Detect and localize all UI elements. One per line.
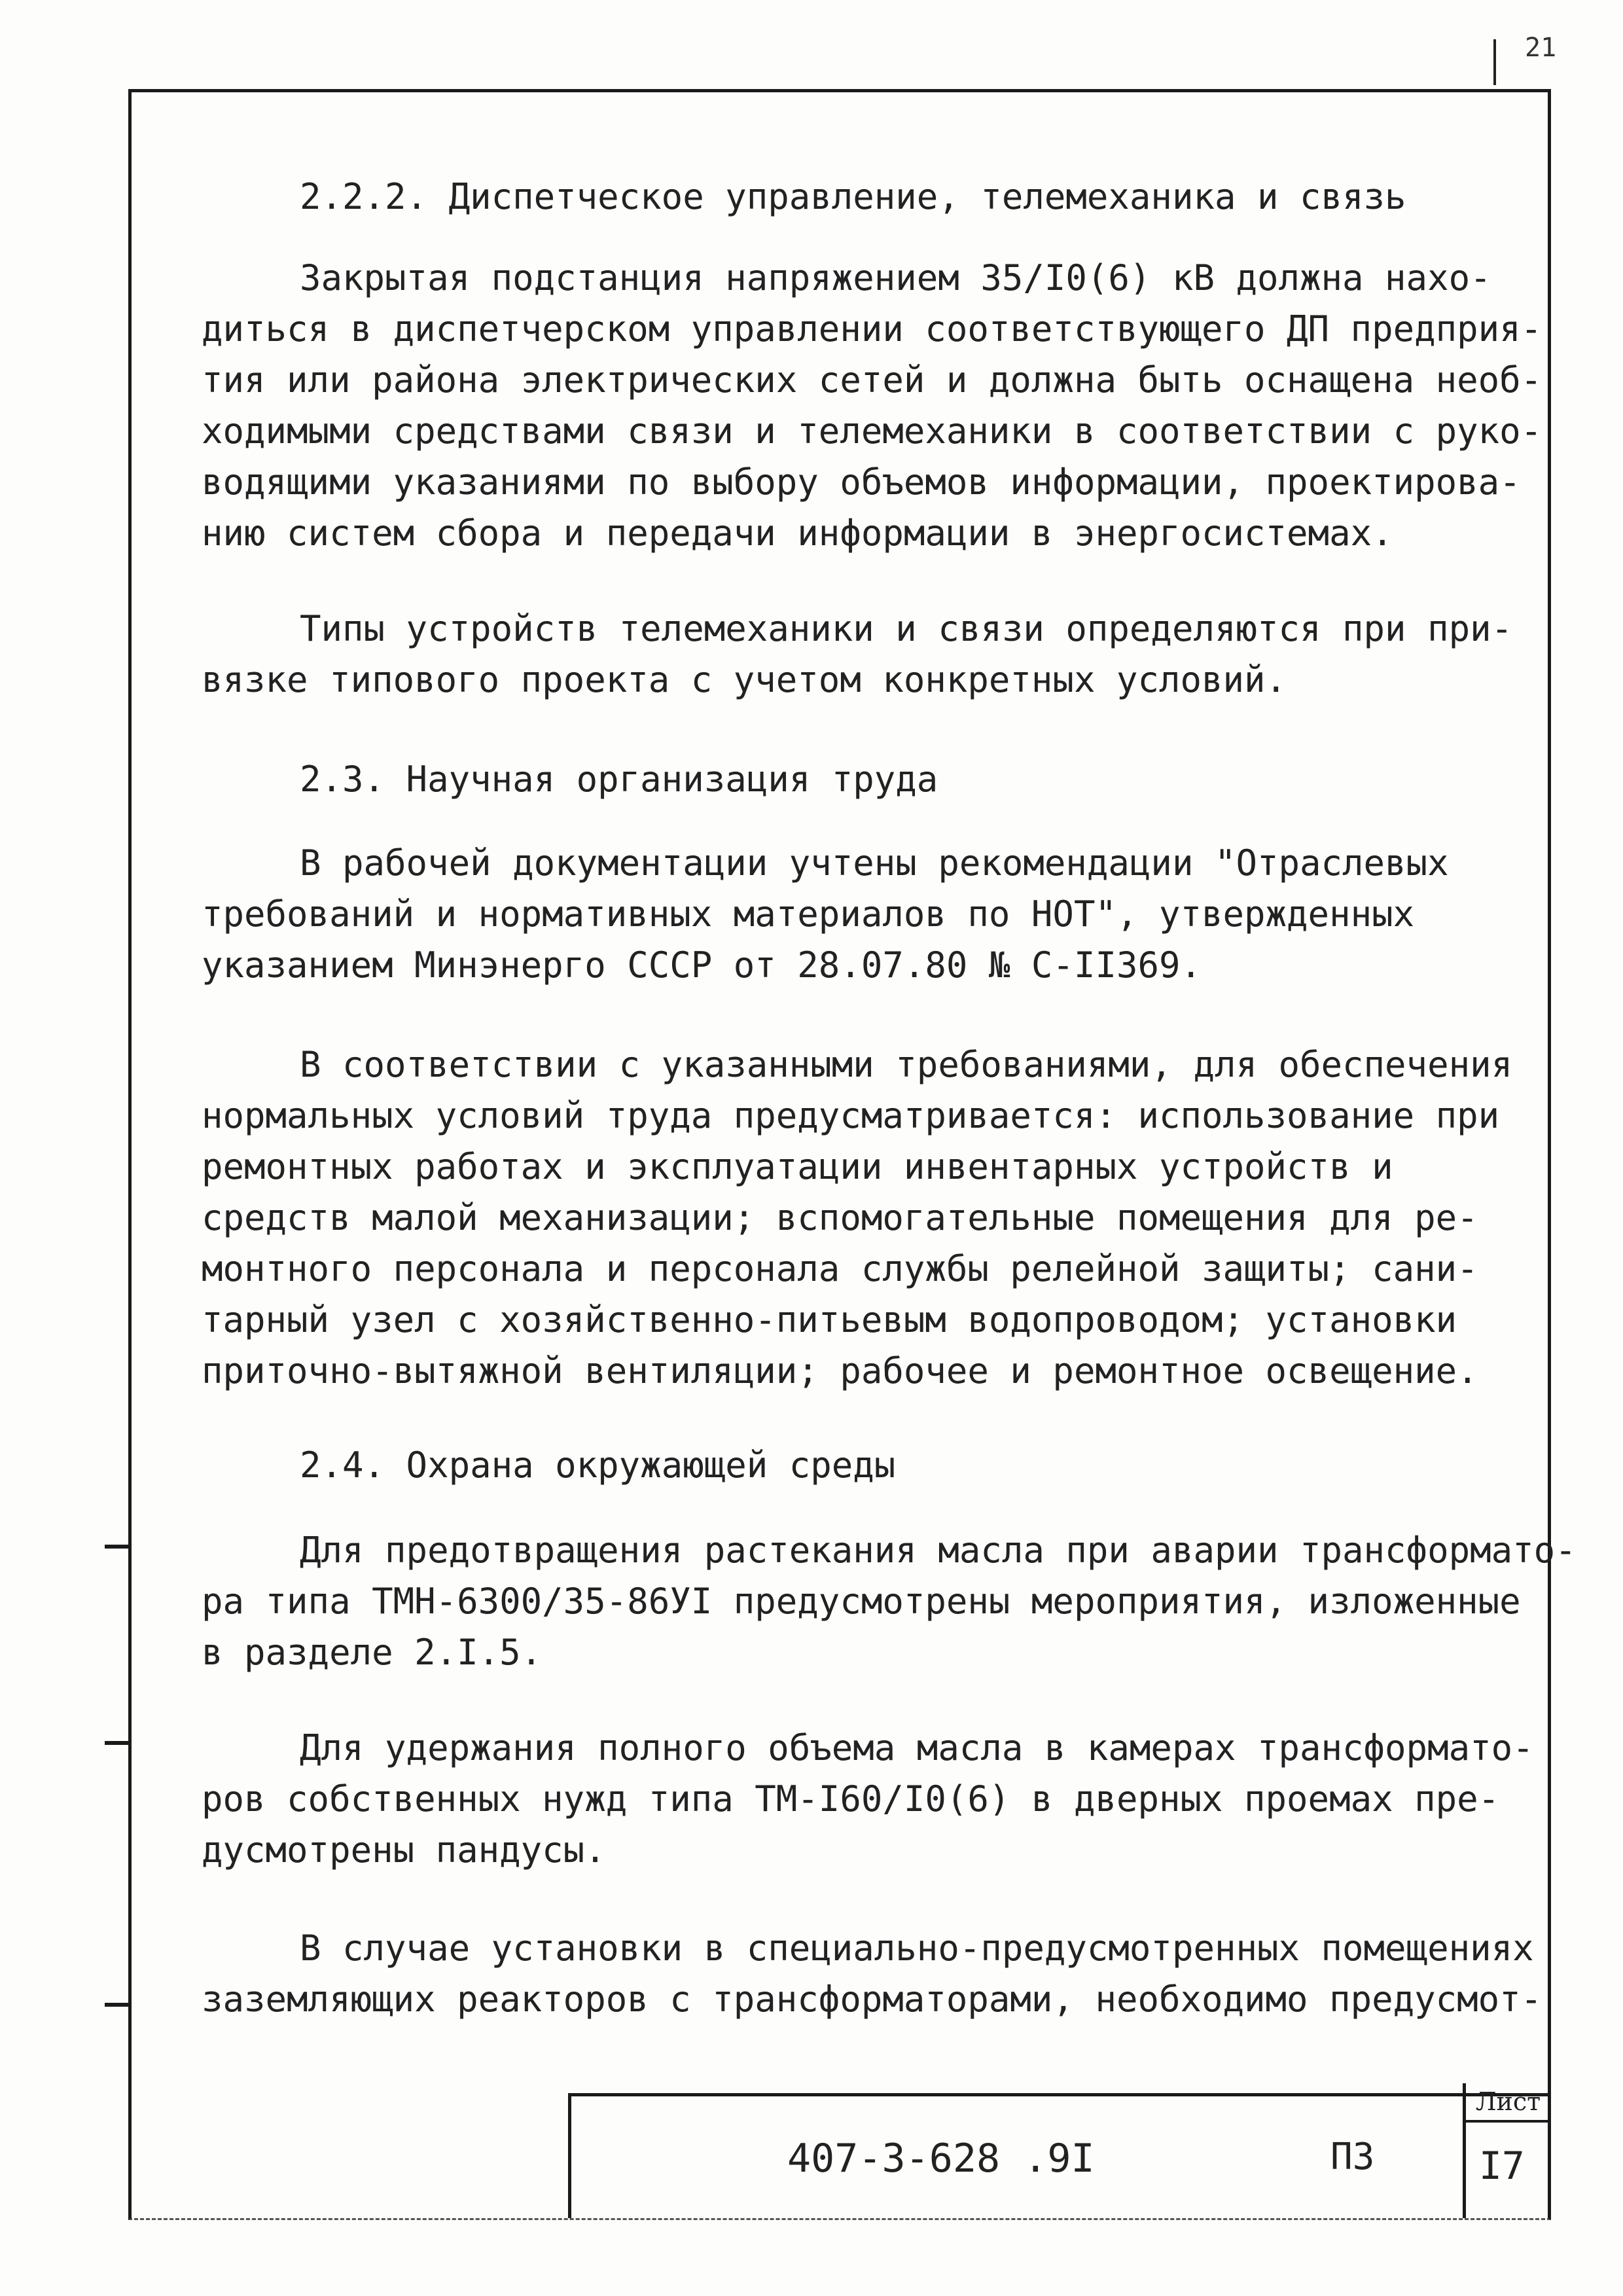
section-heading-2-3: 2.3. Научная организация труда [300,759,938,800]
sheet-number: I7 [1479,2144,1525,2188]
text-line: В соответствии с указанными требованиями, для обеспечения [300,1044,1513,1085]
text-line: монтного персонала и персонала службы релейной защиты; сани- [202,1248,1478,1289]
paragraph-working-conditions [202,1039,1517,1397]
binder-mark [105,2003,131,2007]
text-line: ремонтных работах и эксплуатации инвентарных устройств и [202,1146,1393,1187]
text-line: Закрытая подстанция напряжением 35/I0(6) кВ должна нахо- [300,257,1491,298]
text-line: ра типа ТМН-6300/35-86УI предусмотрены мероприятия, изложенные [202,1581,1521,1622]
text-line: средств малой механизации; вспомогательные помещения для ре- [202,1197,1478,1238]
sheet-box [1463,2083,1554,2218]
text-line: Для удержания полного объема масла в камерах трансформато- [300,1727,1534,1768]
paragraph-grounding-reactors [202,1923,1543,2025]
paragraph-dispatch-control [202,253,1543,559]
text-line: нию систем сбора и передачи информации в энергосистемах. [202,512,1393,554]
binder-mark [105,1545,131,1549]
document-type: ПЗ [1330,2136,1375,2178]
document-code: 407-3-628 .9I [787,2136,1095,2181]
binder-mark [105,1741,131,1745]
title-block [568,2087,1550,2218]
text-line: водящими указаниями по выбору объемов информации, проектирова- [202,461,1521,503]
text-line: В случае установки в специально-предусмотренных помещениях [300,1928,1534,1969]
text-line: в разделе 2.I.5. [202,1632,543,1673]
text-line: вязке типового проекта с учетом конкретных условий. [202,659,1287,700]
text-line: диться в диспетчерском управлении соответствующего ДП предприя- [202,308,1543,350]
sheet-label: Лист [1466,2083,1550,2123]
section-heading-2-2-2: 2.2.2. Диспетческое управление, телемеханика и связь [300,176,1406,217]
text-line: ров собственных нужд типа ТМ-I60/I0(6) в дверных проемах пре- [202,1778,1500,1820]
text-line: указанием Минэнерго СССР от 28.07.80 № С-II369. [202,944,1202,986]
text-line: заземляющих реакторов с трансформаторами, необходимо предусмот- [202,1979,1543,2020]
corner-number: 21 [1525,33,1557,63]
text-line: В рабочей документации учтены рекомендации "Отраслевых [300,842,1449,884]
paragraph-oil-spill-prevention [202,1525,1577,1678]
text-line: нормальных условий труда предусматривается: использование при [202,1095,1500,1136]
paragraph-telemechanics-types [202,603,1517,706]
text-line: требований и нормативных материалов по НОТ", утвержденных [202,893,1415,935]
text-line: ходимыми средствами связи и телемеханики в соответствии с руко- [202,410,1543,452]
text-line: дусмотрены пандусы. [202,1829,606,1871]
text-line: приточно-вытяжной вентиляции; рабочее и ремонтное освещение. [202,1350,1478,1391]
section-heading-2-4: 2.4. Охрана окружающей среды [300,1444,896,1486]
text-line: Для предотвращения растекания масла при аварии трансформато- [300,1530,1577,1571]
text-line: тия или района электрических сетей и должна быть оснащена необ- [202,359,1543,401]
paragraph-not-recommendations [202,838,1517,991]
text-line: Типы устройств телемеханики и связи определяются при при- [300,608,1513,649]
frame-top-tick [1493,39,1496,85]
paragraph-oil-retention [202,1723,1534,1876]
text-line: тарный узел с хозяйственно-питьевым водопроводом; установки [202,1299,1457,1340]
